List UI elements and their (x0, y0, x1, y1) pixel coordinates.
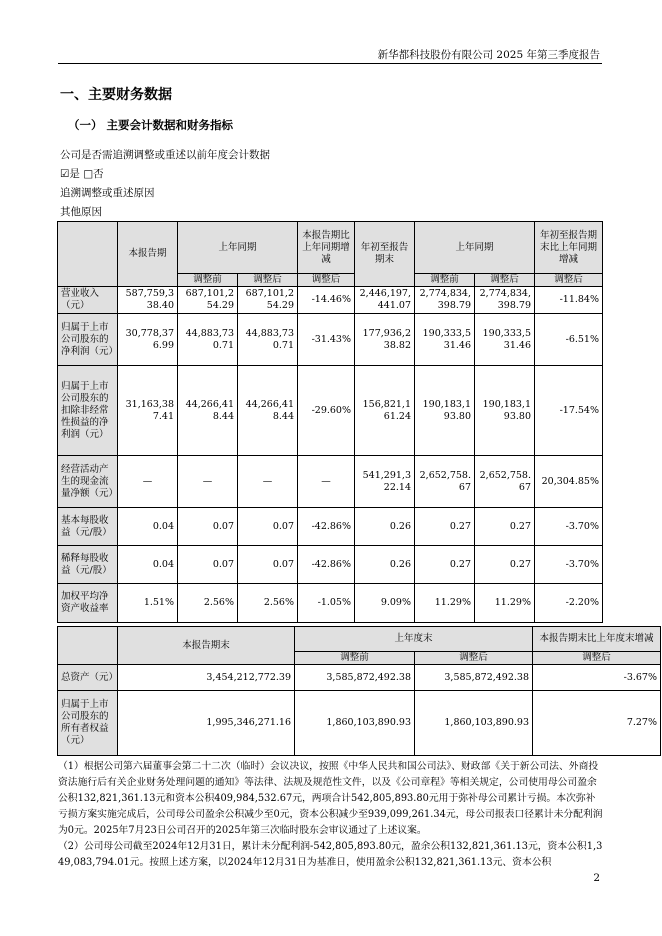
corner-cell-2 (58, 627, 118, 665)
table-cell: -3.70% (535, 508, 603, 546)
table-cell: 190,183,193.80 (475, 366, 535, 456)
row-label: 经营活动产生的现金流量净额（元） (58, 456, 118, 508)
table-cell: 30,778,376.99 (118, 314, 178, 366)
col-before-adj: 调整前 (178, 274, 238, 287)
col-period-change: 本报告期比上年同期增减 (298, 222, 355, 274)
table-cell: 541,291,322.14 (355, 456, 415, 508)
table-row (58, 665, 661, 691)
table-row (58, 584, 603, 623)
table-cell: 0.27 (475, 546, 535, 584)
table-cell: 0.26 (355, 546, 415, 584)
table-cell: 11.29% (475, 584, 535, 623)
col-last-year-period: 上年同期 (178, 222, 298, 274)
table-cell: 44,266,418.44 (178, 366, 238, 456)
table-cell: 0.27 (415, 508, 475, 546)
table-cell: 0.07 (178, 508, 238, 546)
row-label: 稀释每股收益（元/股） (58, 546, 118, 584)
row-label: 加权平均净资产收益率 (58, 584, 118, 623)
table-cell: 0.27 (475, 508, 535, 546)
col-after-adj-change: 调整后 (298, 274, 355, 287)
table-cell: 0.04 (118, 546, 178, 584)
table-cell: — (178, 456, 238, 508)
header-rule (58, 63, 602, 64)
table-cell: -6.51% (535, 314, 603, 366)
table-cell: 687,101,254.29 (238, 287, 298, 314)
table-cell: 190,333,531.46 (475, 314, 535, 366)
row-label: 总资产（元） (58, 665, 118, 691)
table-cell: 44,266,418.44 (238, 366, 298, 456)
col-after-adj-ytd: 调整后 (475, 274, 535, 287)
table-cell: -42.86% (298, 508, 355, 546)
table-cell: 2,652,758.67 (415, 456, 475, 508)
corner-cell (58, 222, 118, 287)
table-cell: -1.05% (298, 584, 355, 623)
table-cell: -2.20% (535, 584, 603, 623)
col-before-adj-ytd: 调整前 (415, 274, 475, 287)
table-cell: 190,183,193.80 (415, 366, 475, 456)
table-cell: 177,936,238.82 (355, 314, 415, 366)
table-row (58, 366, 603, 456)
table-cell: 1,995,346,271.16 (118, 691, 295, 756)
table-cell: 11.29% (415, 584, 475, 623)
row-label: 归属于上市公司股东的净利润（元） (58, 314, 118, 366)
table-cell: -3.70% (535, 546, 603, 584)
table-cell: -29.60% (298, 366, 355, 456)
row-label: 基本每股收益（元/股） (58, 508, 118, 546)
table-row (58, 287, 603, 314)
col-ytd-change: 年初至报告期末比上年同期增减 (535, 222, 603, 274)
table-row (58, 508, 603, 546)
table-cell: 156,821,161.24 (355, 366, 415, 456)
table-row (58, 456, 603, 508)
col-last-year-end: 上年度末 (295, 627, 533, 652)
intro-line-3: 追溯调整或重述原因 (60, 187, 155, 199)
note-2: （2）公司母公司截至2024年12月31日，累计未分配利润-542,805,893.80元，盈余公积132,821,361.13元，资本公积1,349,083,794.01元。按照上述方案，以2024年12月31日为基准日，使用盈余公积132,821,361.13元、资本公积 (58, 841, 603, 868)
col-period-end: 本报告期末 (118, 627, 295, 665)
subsection-title: （一） 主要会计数据和财务指标 (68, 118, 234, 132)
col-after-adj-ytd-change: 调整后 (535, 274, 603, 287)
table-cell: 7.27% (533, 691, 661, 756)
row-label: 归属于上市公司股东的扣除非经常性损益的净利润（元） (58, 366, 118, 456)
table-cell: — (298, 456, 355, 508)
row-label: 营业收入（元） (58, 287, 118, 314)
table-cell: 0.07 (178, 546, 238, 584)
table-cell: 2,446,197,441.07 (355, 287, 415, 314)
intro-line-2: ☑是 □否 (60, 168, 104, 180)
balance-table (57, 626, 661, 756)
table-cell: 31,163,387.41 (118, 366, 178, 456)
table-cell: 0.04 (118, 508, 178, 546)
table-cell: -3.67% (533, 665, 661, 691)
table-cell: 1.51% (118, 584, 178, 623)
section-title: 一、主要财务数据 (60, 87, 172, 103)
table-cell: 0.27 (415, 546, 475, 584)
table-cell: -11.84% (535, 287, 603, 314)
table-cell: 2,774,834,398.79 (475, 287, 535, 314)
table-row (58, 314, 603, 366)
col-current-period: 本报告期 (118, 222, 178, 287)
table-cell: 2,652,758.67 (475, 456, 535, 508)
col-ytd: 年初至报告期末 (355, 222, 415, 287)
table-cell: -42.86% (298, 546, 355, 584)
table-cell: 44,883,730.71 (178, 314, 238, 366)
page-number: 2 (593, 872, 600, 884)
table-cell: 44,883,730.71 (238, 314, 298, 366)
table-cell: 1,860,103,890.93 (415, 691, 533, 756)
table-cell: 20,304.85% (535, 456, 603, 508)
col-last-year-ytd: 上年同期 (415, 222, 535, 274)
note-1: （1）根据公司第六届董事会第二十二次（临时）会议决议，按照《中华人民共和国公司法》、财政部《关于新公司法、外商投资法施行后有关企业财务处理问题的通知》等法律、法规及规范性文件，以及《公司章程》等相关规定，公司使用母公司盈余公积132,821,361.13元和资本公积409,984,532.67元，两项合计542,805,893.80元用于弥补母公司累计亏损。本次弥补亏损方案实施完成后，公司母公司盈余公积减少至0元，资本公积减少至939,099,261.34元，母公司报表口径累计未分配利润为0元。2025年7月23日公司召开的2025年第三次临时股东会审议通过了上述议案。 (58, 761, 603, 836)
col-end-change: 本报告期末比上年度末增减 (533, 627, 661, 652)
table-cell: 687,101,254.29 (178, 287, 238, 314)
intro-line-1: 公司是否需追溯调整或重述以前年度会计数据 (60, 149, 270, 161)
col2-before-adj: 调整前 (295, 652, 415, 665)
table-cell: -14.46% (298, 287, 355, 314)
table-cell: 1,860,103,890.93 (295, 691, 415, 756)
table-cell: 3,585,872,492.38 (295, 665, 415, 691)
col2-after-adj-change: 调整后 (533, 652, 661, 665)
table-cell: 190,333,531.46 (415, 314, 475, 366)
col-after-adj: 调整后 (238, 274, 298, 287)
row-label: 归属于上市公司股东的所有者权益（元） (58, 691, 118, 756)
table-cell: 0.26 (355, 508, 415, 546)
table-cell: — (118, 456, 178, 508)
table-row (58, 691, 661, 756)
table-cell: — (238, 456, 298, 508)
table-cell: 2.56% (238, 584, 298, 623)
col2-after-adj: 调整后 (415, 652, 533, 665)
table-cell: 3,585,872,492.38 (415, 665, 533, 691)
intro-line-4: 其他原因 (60, 206, 102, 218)
financial-data-table (57, 221, 603, 623)
table-cell: -31.43% (298, 314, 355, 366)
table-cell: 2,774,834,398.79 (415, 287, 475, 314)
table-cell: 9.09% (355, 584, 415, 623)
table-cell: 0.07 (238, 546, 298, 584)
table-cell: 3,454,212,772.39 (118, 665, 295, 691)
table-row (58, 546, 603, 584)
table-cell: -17.54% (535, 366, 603, 456)
table-cell: 587,759,338.40 (118, 287, 178, 314)
table-cell: 0.07 (238, 508, 298, 546)
notes (58, 759, 603, 871)
table-cell: 2.56% (178, 584, 238, 623)
page-header: 新华都科技股份有限公司 2025 年第三季度报告 (377, 49, 600, 61)
